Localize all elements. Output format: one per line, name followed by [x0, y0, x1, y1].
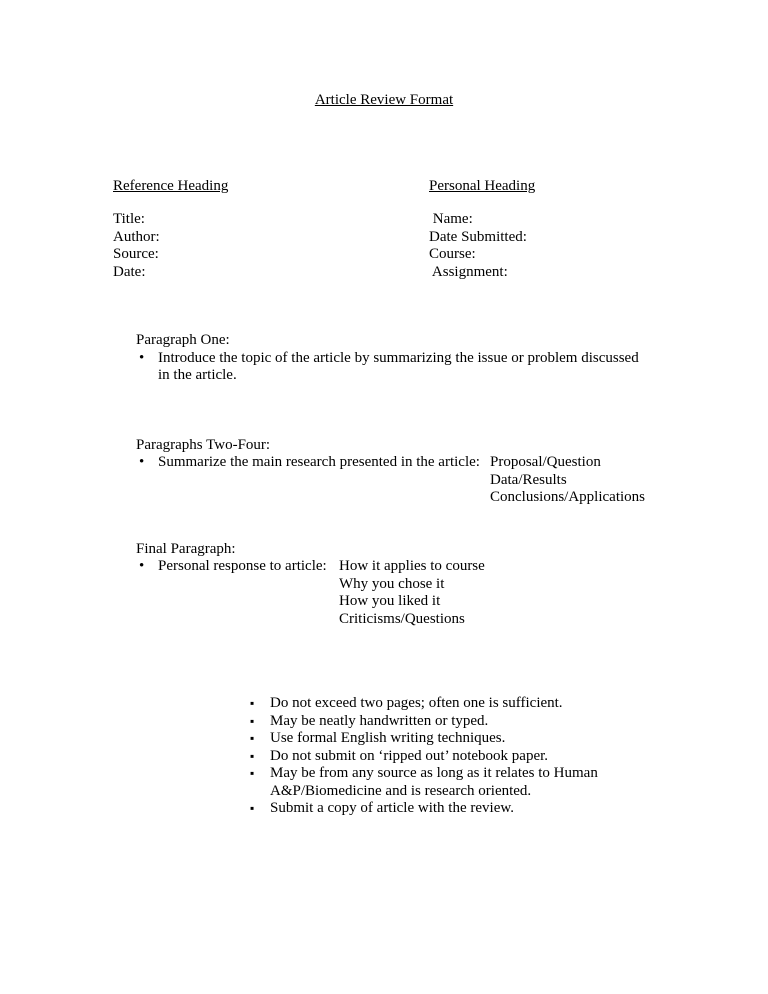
round-bullet-icon: •: [139, 454, 145, 470]
guideline-text: [270, 800, 514, 818]
section-label: Paragraph One:: [136, 332, 230, 348]
guideline-text: [270, 695, 563, 713]
square-bullet-icon: ▪: [250, 766, 255, 780]
round-bullet-icon: •: [139, 558, 145, 574]
guideline-text: [270, 730, 505, 748]
personal-fields: [429, 211, 527, 281]
reference-heading-column: [113, 178, 429, 196]
sub-item: Criticisms/Questions: [339, 610, 465, 627]
guideline-line: Submit a copy of article with the review.: [270, 800, 514, 816]
reference-fields: [113, 211, 429, 281]
reference-heading: Reference Heading: [113, 177, 229, 194]
sub-item: How it applies to course: [339, 558, 485, 574]
personal-heading: Personal Heading: [429, 177, 536, 194]
heading-fields-row: [113, 211, 655, 281]
guideline-item: [113, 748, 655, 766]
guideline-item: [113, 800, 655, 818]
bullet-text: [158, 350, 639, 385]
section-final-paragraph: [113, 541, 655, 629]
field-course: Course:: [429, 246, 476, 262]
bullet-row: [113, 454, 655, 507]
bullet-text: Summarize the main research presented in the article:: [158, 454, 480, 470]
sub-item: Proposal/Question: [490, 454, 601, 470]
guideline-line: May be neatly handwritten or typed.: [270, 712, 489, 729]
guideline-item: [113, 730, 655, 748]
sub-item: Data/Results: [490, 471, 567, 488]
square-bullet-icon: ▪: [250, 748, 255, 763]
square-bullet-icon: ▪: [250, 696, 255, 710]
section-paragraphs-two-four: [113, 437, 655, 507]
field-title: Title:: [113, 211, 145, 227]
square-bullet-icon: ▪: [250, 731, 255, 745]
bullet-text-line: in the article.: [158, 367, 237, 383]
sub-item-list: [339, 558, 485, 628]
headings-row: [113, 178, 655, 196]
bullet-text: Personal response to article:: [158, 558, 327, 574]
bullet-row: [113, 350, 655, 385]
bullet-text-line: Introduce the topic of the article by summarizing the issue or problem discussed: [158, 349, 639, 366]
guideline-item: [113, 695, 655, 713]
guideline-text: [270, 713, 488, 731]
guideline-line: Use formal English writing techniques.: [270, 730, 506, 746]
square-bullet-icon: ▪: [250, 801, 255, 815]
field-author: Author:: [113, 228, 160, 245]
round-bullet-icon: •: [139, 349, 145, 366]
guideline-item: [113, 765, 655, 800]
section-paragraph-one: [113, 332, 655, 385]
guideline-item: [113, 713, 655, 731]
guidelines-list: [113, 695, 655, 818]
field-name: Name:: [429, 211, 473, 227]
field-date: Date:: [113, 263, 146, 280]
personal-heading-column: [429, 178, 535, 196]
guideline-line: May be from any source as long as it relates to Human: [270, 765, 598, 781]
sub-item: Conclusions/Applications: [490, 489, 645, 505]
sub-item: Why you chose it: [339, 575, 445, 592]
document-title: [113, 0, 655, 110]
guideline-text: [270, 765, 598, 800]
field-source: Source:: [113, 246, 159, 262]
guideline-line: Do not submit on ‘ripped out’ notebook paper.: [270, 747, 549, 764]
sub-item: How you liked it: [339, 593, 441, 609]
sub-item-list: [490, 454, 645, 507]
guideline-text: [270, 748, 548, 766]
document-title-text: Article Review Format: [314, 92, 454, 108]
square-bullet-icon: ▪: [250, 713, 255, 728]
section-label: Paragraphs Two-Four:: [136, 436, 271, 453]
section-label: Final Paragraph:: [136, 540, 236, 557]
guideline-line: A&P/Biomedicine and is research oriented.: [270, 782, 532, 799]
guideline-line: Do not exceed two pages; often one is sufficient.: [270, 695, 563, 711]
bullet-row: [113, 558, 655, 628]
field-assignment: Assignment:: [429, 263, 508, 280]
field-date-submitted: Date Submitted:: [429, 228, 527, 245]
